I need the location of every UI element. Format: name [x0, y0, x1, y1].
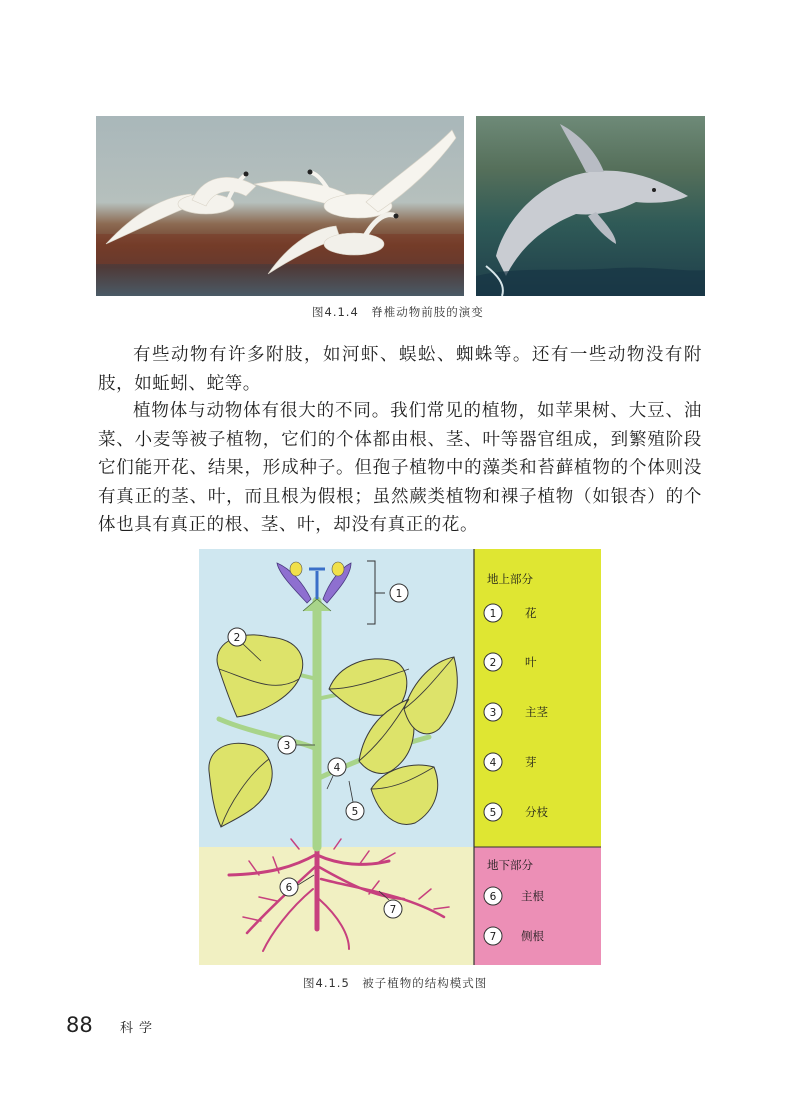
legend-label-leaf: 叶 [525, 655, 537, 669]
legend-num: 7 [489, 931, 497, 943]
legend-num: 6 [489, 891, 497, 903]
legend-label-branch: 分枝 [525, 805, 548, 819]
soil-background [199, 847, 474, 965]
legend-label-bud: 芽 [525, 755, 537, 769]
dolphin-illustration [476, 116, 705, 296]
legend-above-title: 地上部分 [487, 572, 533, 586]
swans-photo [96, 116, 464, 296]
marker-5: 5 [351, 806, 359, 818]
legend-num: 2 [489, 657, 497, 669]
legend-num: 1 [489, 608, 497, 620]
legend-num: 3 [489, 707, 497, 719]
legend-num: 5 [489, 807, 497, 819]
legend-label-lateral-root: 侧根 [521, 929, 544, 943]
figure-caption: 图4.1.4 脊椎动物前肢的演变 [312, 305, 484, 319]
marker-2: 2 [233, 632, 241, 644]
plant-structure-diagram [199, 549, 601, 965]
marker-1: 1 [395, 588, 403, 600]
legend-label-taproot: 主根 [521, 889, 544, 903]
figure-caption: 图4.1.5 被子植物的结构模式图 [303, 976, 488, 990]
marker-6: 6 [285, 882, 293, 894]
paragraph: 植物体与动物体有很大的不同。我们常见的植物，如苹果树、大豆、油菜、小麦等被子植物，它们的个体都由根、茎、叶等器官组成，到繁殖阶段它们能开花、结果，形成种子。但孢子植物中的藻类和苔藓植物的个体则没有真正的茎、叶，而且根为假根；虽然蕨类植物和裸子植物（如银杏）的个体也具有真正的根、茎、叶，却没有真正的花。 [98, 401, 702, 535]
paragraph: 有些动物有许多附肢，如河虾、蜈蚣、蜘蛛等。还有一些动物没有附肢，如蚯蚓、蛇等。 [98, 345, 702, 394]
legend-above-panel [474, 549, 601, 847]
subject-label: 科学 [120, 1021, 159, 1036]
legend-label-main-stem: 主茎 [525, 705, 548, 719]
legend-num: 4 [489, 757, 497, 769]
dolphin-photo [476, 116, 705, 296]
marker-4: 4 [333, 762, 341, 774]
swans-illustration [96, 116, 464, 296]
legend-below-title: 地下部分 [487, 858, 533, 872]
marker-3: 3 [283, 740, 291, 752]
page-number: 88 [66, 1013, 93, 1037]
legend-label-flower: 花 [525, 606, 537, 620]
marker-7: 7 [389, 904, 397, 916]
